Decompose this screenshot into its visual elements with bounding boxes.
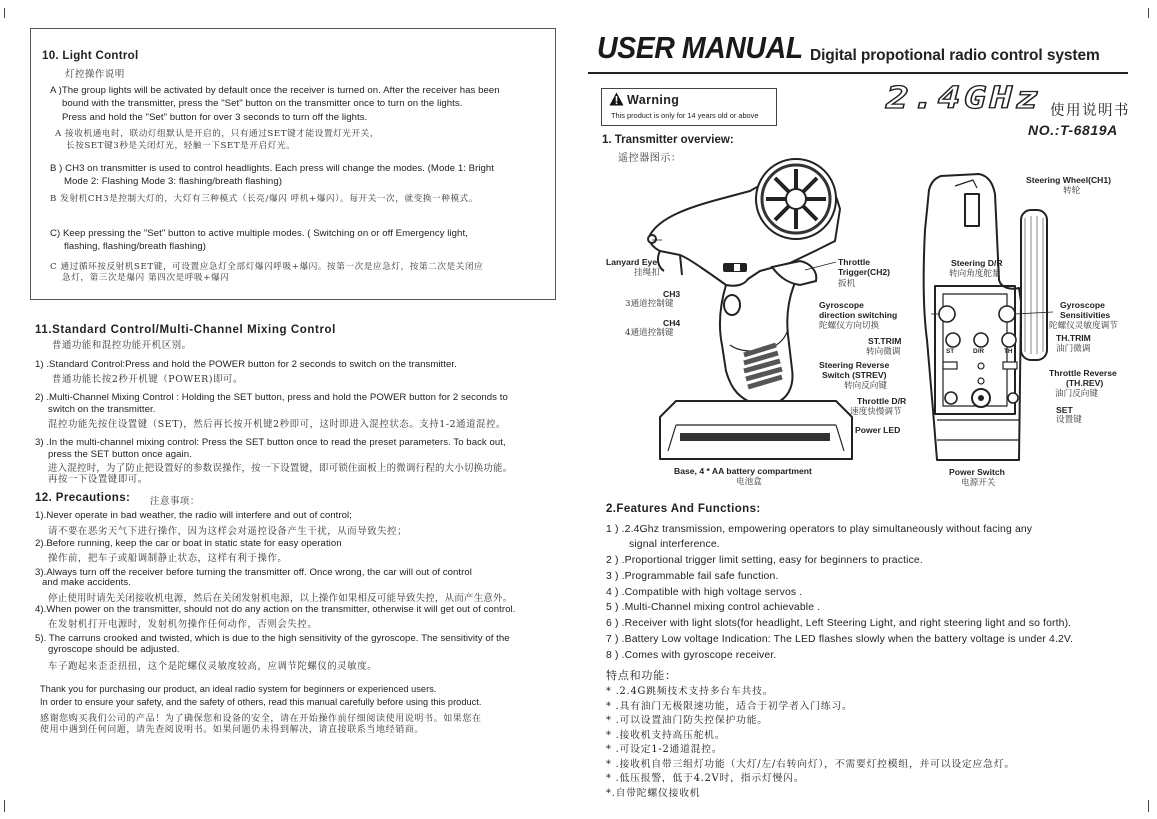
steering-wheel-graphic: [756, 159, 836, 239]
header-rule: [588, 72, 1128, 74]
feature-item: 7 ) .Battery Low voltage Indication: The LED flashes slowly when the battery voltage is under 4.2V.: [606, 634, 1074, 645]
paragraph-cn: 请不要在恶劣天气下进行操作，因为这样会对遥控设备产生干扰，从而导致失控；: [48, 526, 408, 537]
manual-title-cn: 使用说明书: [1050, 103, 1130, 119]
paragraph: flashing, flashing/breath flashing): [64, 241, 207, 252]
paragraph: 2).Before running, keep the car or boat in static state for easy operation: [35, 538, 342, 549]
label-set: SET: [1056, 405, 1073, 415]
section-subtitle: 普通功能和混控功能开机区别。: [52, 340, 192, 351]
feature-item: 8 ) .Comes with gyroscope receiver.: [606, 650, 777, 661]
label-throttle-trigger: Trigger(CH2): [838, 267, 891, 277]
feature-item-cn: * .可设定1-2通道混控。: [606, 744, 723, 755]
paragraph: and make accidents.: [42, 577, 131, 588]
paragraph: 3) .In the multi-channel mixing control: Press the SET button once to read the preset parameters. To back out,: [35, 437, 506, 448]
feature-item: 5 ) .Multi-Channel mixing control achievable .: [606, 602, 821, 613]
paragraph: 1).Never operate in bad weather, the radio will interfere and out of control;: [35, 510, 352, 521]
label-gyro-direction-cn: 陀螺仪方向切换: [819, 321, 880, 331]
feature-item-cn: *.自带陀螺仪接收机: [606, 788, 701, 799]
paragraph: A )The group lights will be activated by default once the receiver is turned on. After the receiver has been: [50, 85, 500, 96]
section-title: 10. Light Control: [42, 50, 139, 62]
label-gyro-direction-2: direction switching: [819, 310, 898, 320]
label-st-trim: ST.TRIM: [868, 336, 902, 346]
paragraph-cn: 停止使用时请先关闭接收机电源，然后在关闭发射机电源，以上操作如果相反可能导致失控，从而产生意外。: [48, 593, 513, 604]
label-gyro-sensitivity: Gyroscope: [1060, 300, 1105, 310]
feature-item-cn: * .接收机自带三组灯功能（大灯/左/右转向灯），不需要灯控模组，并可以设定应急灯。: [606, 759, 1015, 770]
warning-text: This product is only for 14 years old or above: [611, 111, 759, 120]
paragraph: 2) .Multi-Channel Mixing Control : Holding the SET button, press and hold the POWER button for 2 seconds to: [35, 392, 508, 403]
label-steering-reverse-cn: 转向反向键: [844, 381, 887, 391]
feature-item: 3 ) .Programmable fail safe function.: [606, 571, 779, 582]
label-power-switch-cn: 电源开关: [961, 478, 996, 488]
paragraph-cn: 普通功能长按2秒开机键（POWER)即可。: [52, 374, 244, 385]
paragraph: Mode 2: Flashing Mode 3: flashing/breath flashing): [64, 176, 282, 187]
label-st-trim-cn: 转向微调: [866, 347, 901, 357]
features-title: 2.Features And Functions:: [606, 503, 761, 515]
model-number: NO.:T-6819A: [1028, 122, 1118, 138]
warning-title: Warning: [627, 93, 680, 107]
paragraph: 1) .Standard Control:Press and hold the POWER button for 2 seconds to switch on the transmitter.: [35, 359, 457, 370]
section-subtitle: 注意事项：: [150, 496, 200, 507]
label-ch3-cn: 3通道控制键: [625, 299, 674, 309]
paragraph: switch on the transmitter.: [48, 404, 156, 415]
paragraph: press the SET button once again.: [48, 449, 192, 460]
panel-label-th: TH: [1004, 348, 1013, 355]
paragraph: Press and hold the "Set" button for over 3 seconds to turn off the lights.: [62, 112, 368, 123]
features-title-cn: 特点和功能：: [606, 669, 677, 682]
label-throttle: Throttle: [838, 257, 870, 267]
label-throttle-cn: 扳机: [838, 279, 856, 289]
crop-mark: [4, 800, 5, 812]
label-steering-wheel-cn: 转轮: [1063, 186, 1081, 196]
paragraph-cn: 操作前，把车子或船调制静止状态，这样有利于操作。: [48, 553, 288, 564]
transmitter-front-illustration: [915, 170, 1065, 470]
section-title: 11.Standard Control/Multi-Channel Mixing Control: [35, 324, 336, 336]
feature-item: 2 ) .Proportional trigger limit setting, easy for beginners to practice.: [606, 555, 923, 566]
frequency-logo: 2.4GHz: [886, 80, 1042, 116]
paragraph: gyroscope should be adjusted.: [48, 644, 180, 655]
paragraph: C) Keep pressing the "Set" button to active multiple modes. ( Switching on or off Emergency light,: [50, 228, 468, 239]
label-ch4-cn: 4通道控制键: [625, 328, 674, 338]
label-th-trim-cn: 油门微调: [1056, 344, 1091, 354]
paragraph: 3).Always turn off the receiver before turning the transmitter off. Once wrong, the car will out of control: [35, 567, 472, 578]
feature-item-cn: * .接收机支持高压舵机。: [606, 730, 726, 741]
paragraph-cn: 进入混控时，为了防止把设置好的参数误操作，按一下设置键，即可锁住面板上的微调行程的大小切换功能。: [48, 463, 513, 474]
tagline: Digital propotional radio control system: [810, 47, 1100, 64]
feature-item: 1 ) .2.4Ghz transmission, empowering operators to play simultaneously without facing any: [606, 524, 1033, 535]
paragraph-cn: 在发射机打开电源时，发射机勿操作任何动作，否则会失控。: [48, 619, 318, 630]
label-power-led: Power LED: [855, 425, 901, 435]
paragraph-cn: 再按一下设置键即可。: [48, 474, 148, 485]
thanks-text: In order to ensure your safety, and the safety of others, read this manual carefully before using this product.: [40, 697, 482, 707]
feature-item-cn: * .低压报警，低于4.2V时，指示灯慢闪。: [606, 773, 805, 784]
feature-item-cn: * .2.4G跳频技术支持多台车共技。: [606, 686, 774, 697]
thanks-text: Thank you for purchasing our product, an ideal radio system for beginners or experienced users.: [40, 684, 437, 694]
label-steering-dr: Steering D/R: [951, 258, 1003, 268]
crop-mark: [1148, 8, 1149, 18]
label-throttle-reverse-cn: 油门反向键: [1055, 389, 1098, 399]
crop-mark: [1148, 800, 1149, 812]
thanks-text-cn: 使用中遇到任何问题，请先查阅说明书。如果问题仍未得到解决，请直接联系当地经销商。: [40, 725, 425, 735]
feature-item: 6 ) .Receiver with light slots(for headlight, Left Steering Light, and right steering light and so forth).: [606, 618, 1072, 629]
paragraph-cn: B 发射机CH3是控制大灯的，大灯有三种模式（长亮/爆闪 呼机+爆闪）。每开关一次，就变换一种模式。: [50, 194, 479, 204]
brand-title: USER MANUAL: [597, 30, 803, 65]
paragraph-cn: A 接收机通电时，联动灯组默认是开启的，只有通过SET键才能设置灯光开关，: [55, 129, 380, 139]
label-base-cn: 电池盒: [736, 477, 762, 487]
label-gyro-sensitivity-cn: 陀螺仪灵敏度调节: [1049, 321, 1118, 331]
warning-icon: [609, 92, 624, 106]
label-throttle-reverse-2: (TH.REV): [1066, 378, 1104, 388]
paragraph-cn: 车子跑起来歪歪扭扭，这个是陀螺仪灵敏度较高，应调节陀螺仪的灵敏度。: [48, 661, 378, 672]
paragraph-cn: 急灯，第三次是爆闪 第四次是呼吸+爆闪: [62, 273, 230, 283]
paragraph: 5). The carruns crooked and twisted, which is due to the high sensitivity of the gyroscope. The sensitivity of the: [35, 633, 510, 644]
section-title: 12. Precautions:: [35, 492, 131, 504]
label-gyro-sensitivity-2: Sensitivities: [1060, 310, 1111, 320]
feature-item-cn: * .可以设置油门防失控保护功能。: [606, 715, 768, 726]
label-steering-dr-cn: 转向角度舵量: [949, 269, 1001, 279]
label-base: Base, 4 * AA battery compartment: [674, 466, 812, 476]
leader-lines-left: [600, 230, 860, 290]
feature-item: signal interference.: [629, 539, 720, 550]
label-steering-wheel: Steering Wheel(CH1): [1026, 175, 1111, 185]
paragraph-cn: 混控功能先按住设置键（SET)，然后再长按开机键2秒即可，这时即进入混控状态。支持1-2通道混控。: [48, 419, 507, 430]
section-subtitle: 灯控操作说明: [65, 69, 125, 80]
label-throttle-dr-cn: 速度快慢调节: [850, 407, 902, 417]
thanks-text-cn: 感谢您购买我们公司的产品！为了确保您和设备的安全，请在开始操作前仔细阅读使用说明书。如果您在: [40, 714, 482, 724]
label-ch3: CH3: [663, 289, 681, 299]
paragraph: B ) CH3 on transmitter is used to control headlights. Each press will change the modes. (Mode 1: Bright: [50, 163, 495, 174]
label-steering-reverse-2: Switch (STREV): [822, 370, 887, 380]
paragraph: 4).When power on the transmitter, should not do any action on the transmitter, otherwise it will get out of control.: [35, 604, 516, 615]
paragraph-cn: C 通过循环按反射机SET键，可设置应急灯全部灯爆闪呼吸+爆闪。按第一次是应急灯，按第二次是关闭应: [50, 262, 484, 272]
label-throttle-reverse: Throttle Reverse: [1049, 368, 1117, 378]
paragraph-cn: 长按SET键3秒是关闭灯光，轻触一下SET是开启灯光。: [66, 141, 296, 151]
label-th-trim: TH.TRIM: [1056, 333, 1091, 343]
overview-subtitle: 遥控器图示：: [618, 153, 682, 164]
label-throttle-dr: Throttle D/R: [857, 396, 907, 406]
label-gyro-direction: Gyroscope: [819, 300, 864, 310]
paragraph: bound with the transmitter, press the "Set" button on the transmitter once to turn on the lights.: [62, 98, 463, 109]
label-ch4: CH4: [663, 318, 681, 328]
label-lanyard-eye-cn: 挂绳扣: [634, 268, 660, 278]
feature-item-cn: * .具有油门无极限速功能，适合于初学者入门练习。: [606, 701, 853, 712]
label-lanyard-eye: Lanyard Eye: [606, 257, 658, 267]
panel-label-st: ST: [946, 348, 955, 355]
crop-mark: [4, 8, 5, 18]
label-power-switch: Power Switch: [949, 467, 1005, 477]
overview-title: 1. Transmitter overview:: [602, 134, 734, 146]
feature-item: 4 ) .Compatible with high voltage servos .: [606, 587, 803, 598]
panel-label-dr: D/R: [973, 348, 985, 355]
label-set-cn: 设置键: [1056, 415, 1082, 425]
label-steering-reverse: Steering Reverse: [819, 360, 890, 370]
